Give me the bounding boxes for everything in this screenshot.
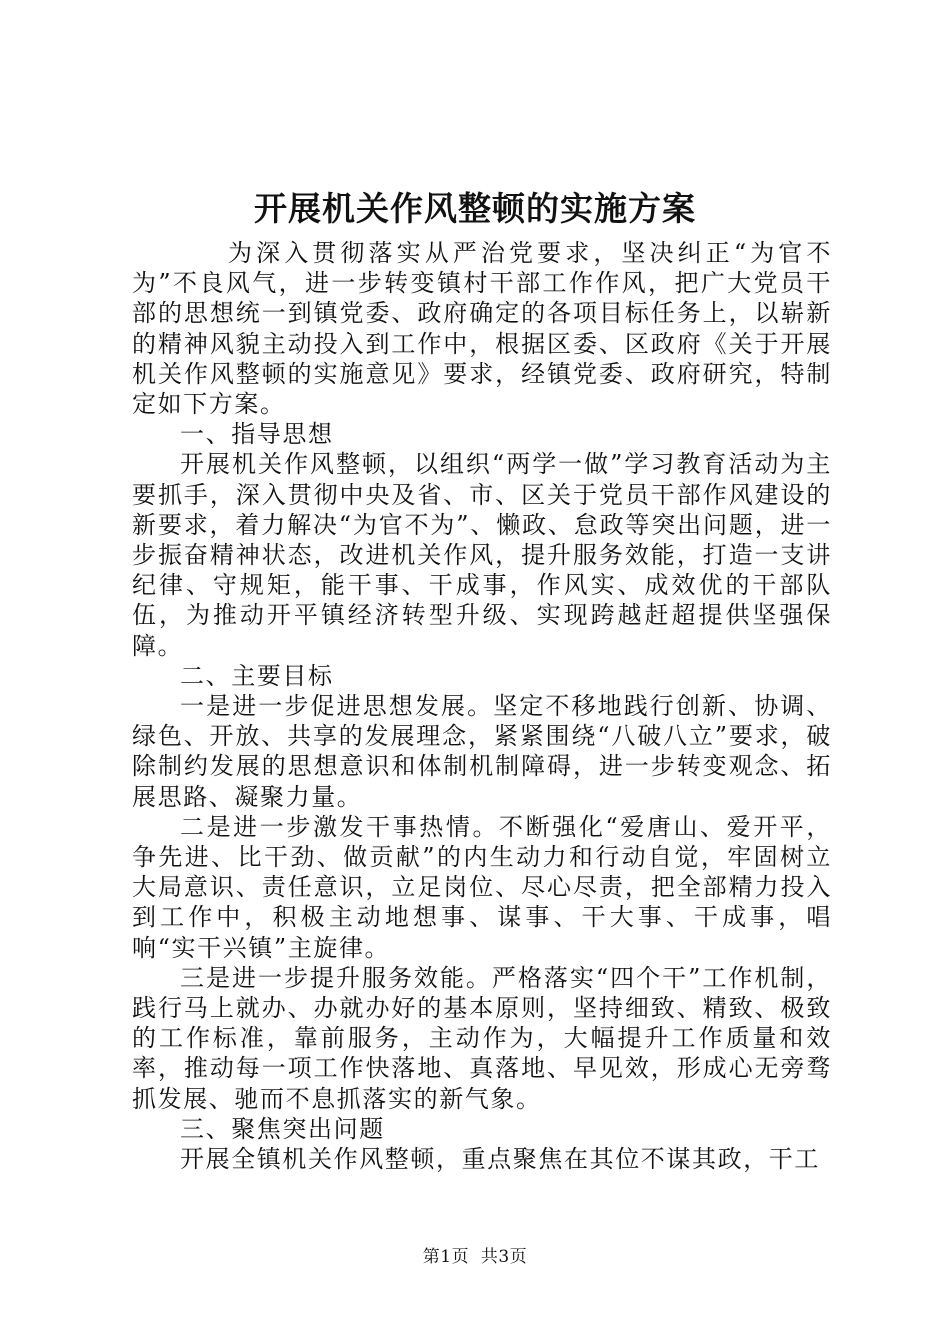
document-title: 开展机关作风整顿的实施方案 — [254, 189, 696, 228]
paragraph-goal-three: 三是进一步提升服务效能。严格落实“四个干”工作机制，践行马上就办、办就办好的基本原则，坚持细致、精致、极致的工作标准，靠前服务，主动作为，大幅提升工作质量和效率，推动每一项工作快落地、真落地、早见效，形成心无旁骛抓发展、驰而不息抓落实的新气象。 — [132, 963, 832, 1113]
intro-paragraph: 为深入贯彻落实从严治党要求，坚决纠正“为官不为”不良风气，进一步转变镇村干部工作作风，把广大党员干部的思想统一到镇党委、政府确定的各项目标任务上，以崭新的精神风貌主动投入到工作中，根据区委、区政府《关于开展机关作风整顿的实施意见》要求，经镇党委、政府研究，特制定如下方案。 — [132, 239, 832, 419]
page-total: 共3页 — [480, 1247, 528, 1267]
section-heading-main-goals: 二、主要目标 — [180, 661, 334, 690]
page-footer — [0, 1246, 950, 1268]
section-heading-guiding-thought: 一、指导思想 — [180, 420, 334, 449]
paragraph-goal-one: 一是进一步促进思想发展。坚定不移地践行创新、协调、绿色、开放、共享的发展理念，紧紧围绕“八破八立”要求，破除制约发展的思想意识和体制机制障碍，进一步转变观念、拓展思路、凝聚力量。 — [132, 692, 832, 811]
paragraph-goal-two: 二是进一步激发干事热情。不断强化“爱唐山、爱开平，争先进、比干劲、做贡献”的内生动力和行动自觉，牢固树立大局意识、责任意识，立足岗位、尽心尽责，把全部精力投入到工作中，积极主动地想事、谋事、干大事、干成事，唱响“实干兴镇”主旋律。 — [132, 812, 832, 962]
page-number: 第1页 — [422, 1247, 470, 1267]
paragraph-focus-issues: 开展全镇机关作风整顿，重点聚焦在其位不谋其政，干工 — [180, 1145, 820, 1174]
paragraph-guiding-thought: 开展机关作风整顿，以组织“两学一做”学习教育活动为主要抓手，深入贯彻中央及省、市、区关于党员干部作风建设的新要求，着力解决“为官不为”、懒政、怠政等突出问题，进一步振奋精神状态，改进机关作风，提升服务效能，打造一支讲纪律、守规矩，能干事、干成事，作风实、成效优的干部队伍，为推动开平镇经济转型升级、实现跨越赶超提供坚强保障。 — [132, 450, 832, 660]
section-heading-focus-issues: 三、聚焦突出问题 — [180, 1114, 385, 1143]
document-body — [132, 238, 832, 1174]
